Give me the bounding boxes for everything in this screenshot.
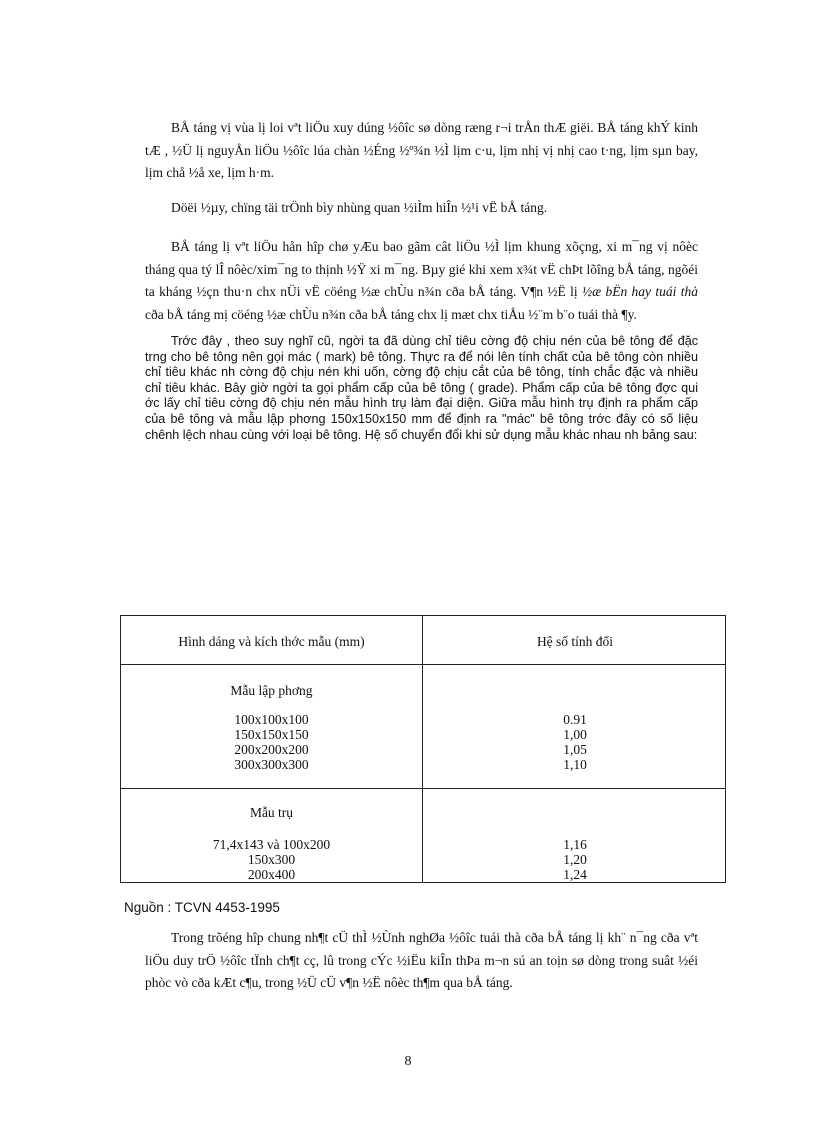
paragraph-1: BÅ táng vị vùa lị loi vªt liÖu xuy dúng ½ôîc sø dòng ræng r¬i trÅn thÆ giëi. BÅ táng khÝ kinh tÆ , ½Ü lị nguyÅn liÖu ½ôîc lúa chàn ½Éng ½º¾n ½Ì lịm c·u, lịm nhị vị nhị cao t·ng, lịm sµn bay, lịm chå ½å xe, lịm h·m. bbox=[145, 120, 698, 180]
cylinder-size: 150x300 bbox=[247, 852, 296, 867]
conversion-table bbox=[120, 615, 726, 883]
paragraph-3-italic: ½æ bËn hay tuái thà bbox=[582, 284, 698, 299]
group-cylinder-label: Mẫu trụ bbox=[249, 805, 294, 820]
cylinder-size: 71,4x143 và 100x200 bbox=[212, 837, 331, 852]
table-group-divider bbox=[121, 788, 725, 789]
table-header-divider bbox=[121, 664, 725, 665]
paragraph-3-text-b: cða bÅ táng mị cöéng ½æ chÙu n¾n cða bÅ táng chx lị mæt chx tiÅu ½¨m b¨o tuái thà ¶y. bbox=[145, 306, 637, 322]
cube-factor: 1,05 bbox=[563, 742, 587, 757]
cube-size: 100x100x100 bbox=[234, 712, 309, 727]
paragraph-3-text-a: BÅ táng lị vªt liÖu hån hîp chø yÆu bao gãm cât liÖu ½Ì lịm khung xõçng, xi m¯ng vị nôèc tháng qua tý lÎ nôèc/xim¯ng to thịnh ½Ÿ xi m¯ng. Bµy gié khi xem x¾t vË chÞt lõîng bÅ táng, ngõéi ta kháng ½çn thu·n chx nÜi vË cöéng ½æ chÙu n¾n cða bÅ táng. V¶n ½Ë lị bbox=[145, 239, 698, 299]
cube-factor: 0.91 bbox=[563, 712, 587, 727]
paragraph-5: Trong trõéng hîp chung nh¶t cÜ thÌ ½Ùnh nghØa ½ôîc tuái thà cða bÅ táng lị kh¨ n¯ng cða vªt liÖu duy trÖ ½ôîc tÏnh ch¶t cç, lû trong cÝc ½iËu kiÎn thÞa m¬n sú an toịn sø dòng trong suât ½éi phòc vò cða kÆt c¶u, trong ½Ü cÜ v¶n ½Ë nôèc th¶m qua bÅ táng. bbox=[145, 930, 698, 990]
cube-factor: 1,00 bbox=[563, 727, 587, 742]
table-header-factor: Hệ số tính đổi bbox=[536, 634, 614, 649]
paragraph-4: Trớc đây , theo suy nghĩ cũ, ngời ta đã dùng chỉ tiêu cờng độ chịu nén của bê tông để đặc trng cho bê tông nên gọi mác ( mark) bê tông. Thực ra để nói lên tính chất của bê tông còn nhiều chỉ tiêu khác nh cờng độ chịu nén khi uốn, cờng độ chịu cắt của bê tông, tính chắc đặc và nhiều chỉ tiêu khác. Bây giờ ngời ta gọi phẩm cấp của bê tông ( grade). Phẩm cấp của bê tông đợc qui ớc lấy chỉ tiêu cờng độ chịu nén mẫu hình trụ làm đại diện. Giữa mẫu hình trụ định ra phẩm cấp của bê tông và mẫu lập phơng 150x150x150 mm để định ra "mác" bê tông trớc đây có số liệu chênh lệch nhau cùng với loại bê tông. Hệ số chuyển đổi khi sử dụng mẫu khác nhau nh bảng sau: bbox=[145, 334, 698, 442]
cube-size: 300x300x300 bbox=[234, 757, 309, 772]
table-header-shape: Hình dáng và kích thớc mẫu (mm) bbox=[178, 634, 365, 649]
cube-size: 200x200x200 bbox=[234, 742, 309, 757]
cylinder-size: 200x400 bbox=[247, 867, 296, 882]
page-number: 8 bbox=[404, 1054, 412, 1069]
table-source: Nguồn : TCVN 4453-1995 bbox=[124, 900, 280, 915]
cylinder-factor: 1,24 bbox=[563, 867, 587, 882]
cylinder-factor: 1,16 bbox=[563, 837, 587, 852]
group-cube-label: Mẫu lập phơng bbox=[230, 683, 313, 698]
paragraph-2: Döëi ½µy, chïng täi trÖnh bìy nhùng quan ½iÌm hiÎn ½¹i vË bÅ táng. bbox=[171, 200, 548, 215]
cube-size: 150x150x150 bbox=[234, 727, 309, 742]
cylinder-factor: 1,20 bbox=[563, 852, 587, 867]
cube-factor: 1,10 bbox=[563, 757, 587, 772]
paragraph-3 bbox=[145, 236, 698, 326]
